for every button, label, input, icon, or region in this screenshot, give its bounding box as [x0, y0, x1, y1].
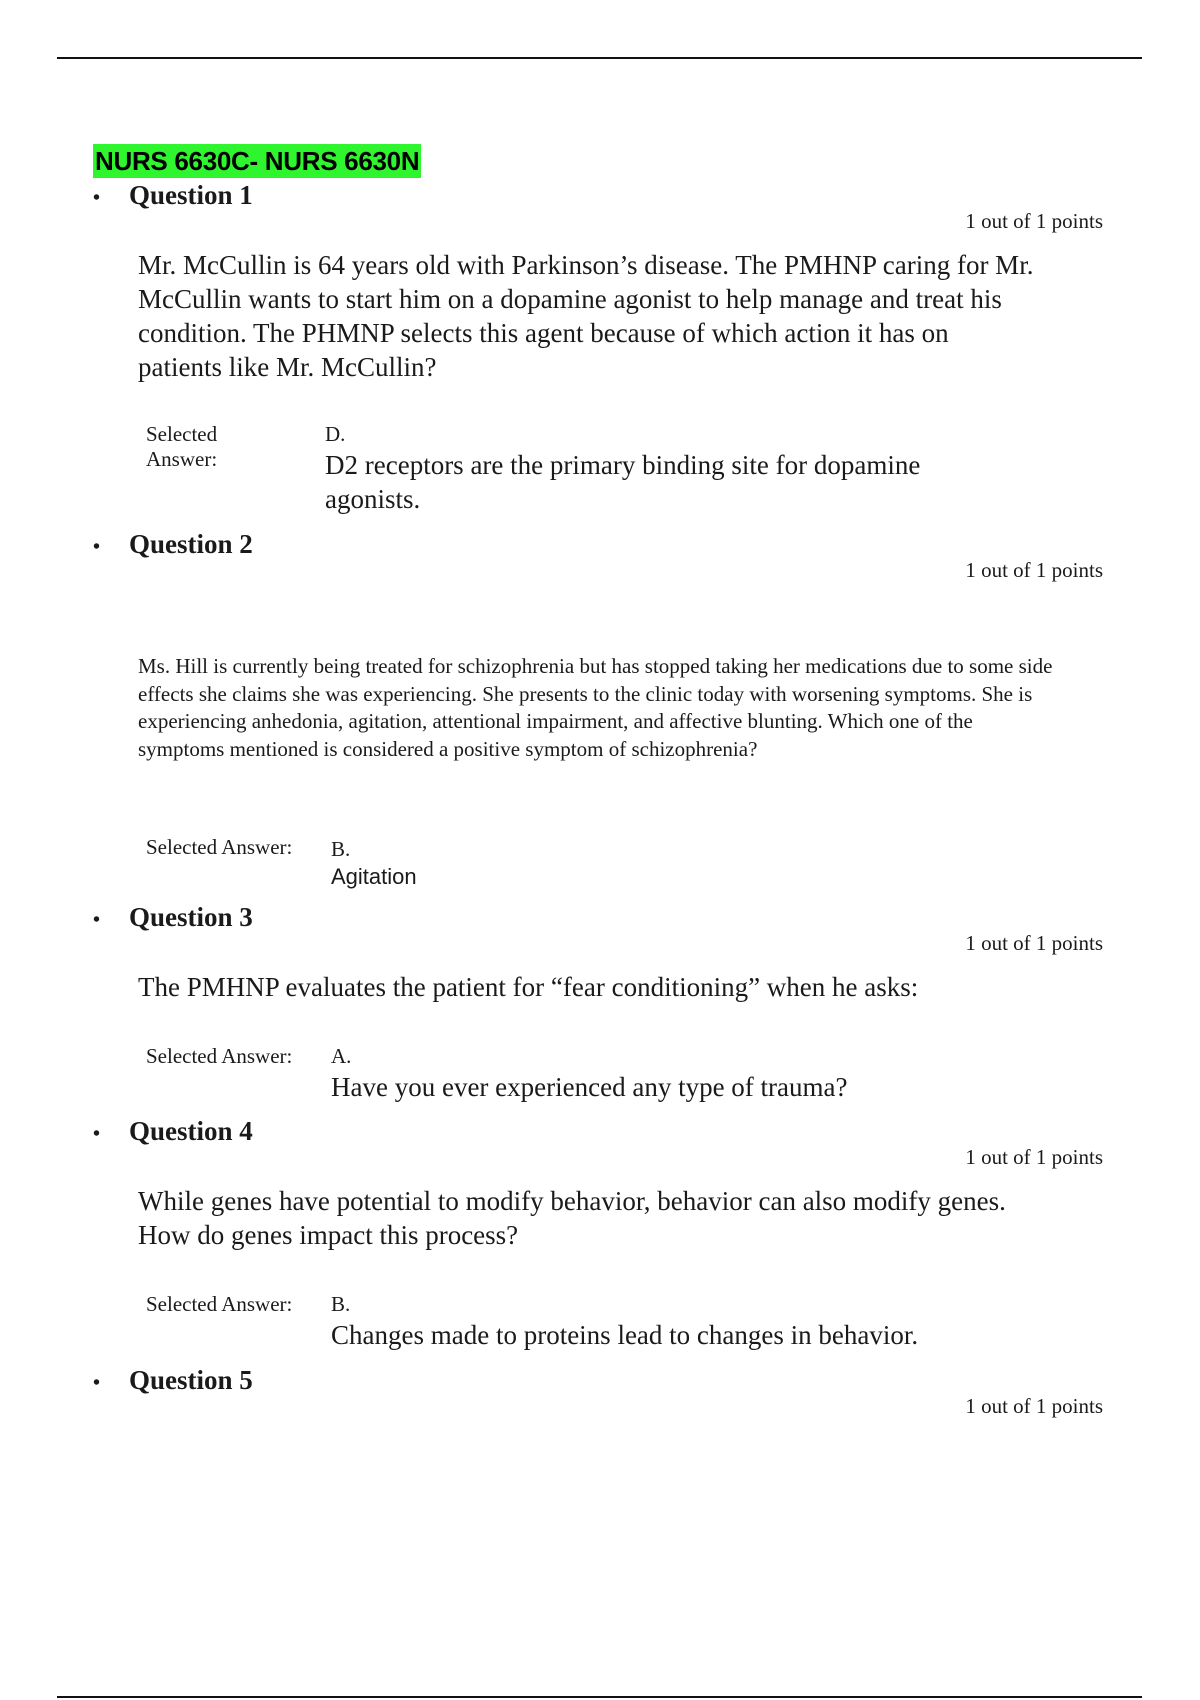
question-title: Question 3: [129, 902, 253, 932]
question-title: Question 1: [129, 180, 253, 210]
question-text: The PMHNP evaluates the patient for “fear conditioning” when he asks:: [138, 972, 919, 1002]
course-title: NURS 6630C- NURS 6630N: [95, 146, 420, 176]
selected-answer-letter: B.: [331, 1292, 351, 1316]
selected-answer-text: Have you ever experienced any type of trauma?: [331, 1072, 848, 1102]
question-points: 1 out of 1 points: [965, 931, 1103, 955]
top-rule: [57, 57, 1142, 59]
question-title: Question 2: [129, 529, 253, 559]
selected-answer-label: Selected Answer:: [146, 1292, 293, 1316]
selected-answer-letter: A.: [331, 1044, 352, 1068]
question-heading: [93, 1363, 253, 1400]
bullet-icon: •: [93, 535, 101, 558]
question-heading: [93, 527, 253, 564]
selected-answer-text: D2 receptors are the primary binding site for dopamine agonists.: [325, 450, 921, 514]
question-points: 1 out of 1 points: [965, 558, 1103, 582]
question-text: While genes have potential to modify behavior, behavior can also modify genes. How do genes impact this process?: [138, 1186, 1006, 1250]
question-text: Mr. McCullin is 64 years old with Parkinson’s disease. The PMHNP caring for Mr. McCullin wants to start him on a dopamine agonist to help manage and treat his condition. The PHMNP selects this agent because of which action it has on patients like Mr. McCullin?: [138, 250, 1034, 382]
selected-answer-text: Changes made to proteins lead to changes in behavior.: [331, 1320, 919, 1350]
question-title: Question 4: [129, 1116, 253, 1146]
selected-answer-letter: B.: [331, 837, 351, 861]
selected-answer-label: Selected Answer:: [146, 835, 293, 859]
selected-answer-text: Agitation: [331, 864, 417, 889]
question-heading: [93, 1114, 253, 1151]
bullet-icon: •: [93, 1122, 101, 1145]
bullet-icon: •: [93, 186, 101, 209]
question-heading: [93, 900, 253, 937]
bottom-rule: [57, 1696, 1142, 1698]
selected-answer-letter: D.: [325, 422, 346, 446]
question-text: Ms. Hill is currently being treated for schizophrenia but has stopped taking her medications due to some side effects she claims she was experiencing. She presents to the clinic today with worsening symptoms. She is experiencing anhedonia, agitation, attentional impairment, and affective blunting. Which one of the symptoms mentioned is considered a positive symptom of schizophrenia?: [138, 654, 1053, 761]
question-title: Question 5: [129, 1365, 253, 1395]
question-points: 1 out of 1 points: [965, 209, 1103, 233]
bullet-icon: •: [93, 908, 101, 931]
question-points: 1 out of 1 points: [965, 1145, 1103, 1169]
question-heading: [93, 178, 253, 215]
selected-answer-label: Selected Answer:: [146, 1044, 293, 1068]
selected-answer-label: Selected Answer:: [146, 422, 218, 471]
question-points: 1 out of 1 points: [965, 1394, 1103, 1418]
bullet-icon: •: [93, 1371, 101, 1394]
